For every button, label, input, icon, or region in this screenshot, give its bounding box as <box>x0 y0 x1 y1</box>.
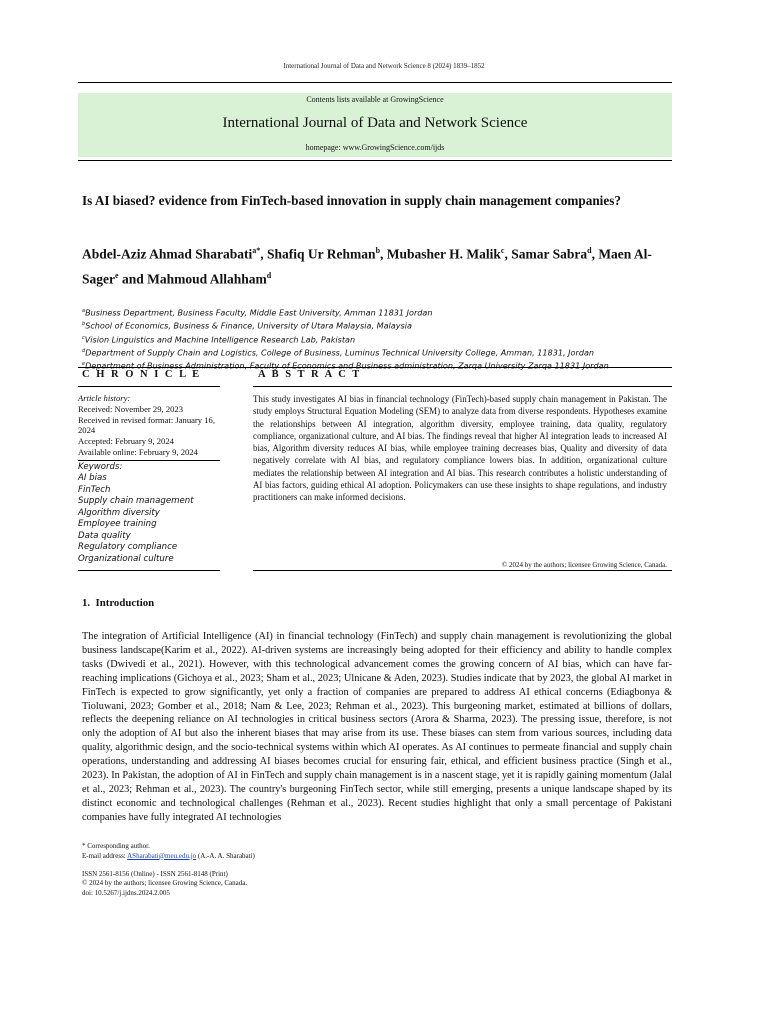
abstract-copyright: © 2024 by the authors; licensee Growing Science, Canada. <box>501 561 667 569</box>
keywords-label: Keywords: <box>78 461 123 472</box>
issn: ISSN 2561-8156 (Online) - ISSN 2561-8148 (Print) <box>82 870 228 878</box>
publication-info <box>82 870 247 898</box>
email-link[interactable]: ASharabati@meu.edu.jo <box>127 851 197 860</box>
corresponding-author-note: * Corresponding author. <box>82 842 150 850</box>
top-rule <box>78 82 672 83</box>
journal-banner <box>78 93 672 157</box>
abstract-rule <box>253 386 672 387</box>
journal-name: International Journal of Data and Network Science <box>222 115 528 131</box>
section-number: 1. <box>82 597 91 609</box>
abstract-text: This study investigates AI bias in financial technology (FinTech)-based supply chain management in Pakistan. The study employs Structural Equation Modeling (SEM) to analyze data from diverse respondents. Hypotheses examine the relationships between AI integration, algorithm diversity, employee training, data quality, regulatory compliance, organizational culture, and AI bias. The findings reveal that higher AI integration leads to increased AI bias, Algorithm diversity reduces AI bias, while employee training decreases bias, Quality and diversity of data negatively correlate with AI bias, and regulatory compliance lowers bias. In addition, organizational culture mediates the relationship between AI integration and AI bias. This research contributes a holistic understanding of AI bias factors, guiding ethical AI adoption. Policymakers can use these insights to shape regulations, and industry practitioners can make informed decisions. <box>253 394 667 503</box>
chronicle-heading: C H R O N I C L E <box>82 369 202 380</box>
author: Mahmoud Allahham <box>147 271 267 286</box>
keyword: Organizational culture <box>78 553 174 564</box>
keyword: AI bias <box>78 473 107 484</box>
article-history-label: Article history: <box>78 393 131 403</box>
author-list: Abdel-Aziz Ahmad Sharabati$^{a*}$, Shafiq Ur Rehman$^b$, Mubasher H. Malik$^c$, Samar Sabra$^d$, Maen Al-Sager$^e$ and Mahmoud Allahham$^d$ <box>82 246 652 286</box>
running-head: International Journal of Data and Network Science 8 (2024) 1839–1852 <box>283 62 485 70</box>
introduction-text: The integration of Artificial Intelligence (AI) in financial technology (FinTech) and supply chain management is revolutionizing the global business landscape(Karim et al., 2022). AI-driven systems are increasingly being adopted for their efficiency and ability to handle complex tasks (Dwivedi et al., 2021). However, with this technological advancement comes the growing concern of AI bias, which can have far-reaching implications (Gichoya et al., 2023; Sham et al., 2023; Ulnicane & Aden, 2023). Studies indicate that by 2023, the global AI market in FinTech is expected to grow significantly, yet only a fraction of companies are prepared to address AI ethical concerns (Ediagbonya & Tioluwani, 2023; Gomber et al., 2018; Nam & Lee, 2023; Rehman et al., 2023). This burgeoning market, estimated at billions of dollars, reflects the deepening reliance on AI technologies in critical business sectors (Arora & Sharma, 2023). The pressing issue, therefore, is not only the adoption of AI but also the inherent biases that may arise from its use. These biases can stem from various sources, including data quality, algorithmic design, and the socio-technical systems within which AI operates. As AI continues to permeate financial and supply chain operations, understanding and addressing AI biases becomes crucial for ensuring fair, ethical, and efficient business practice (Singh et al., 2023). In Pakistan, the adoption of AI in FinTech and supply chain management is in a nascent stage, yet it is rapidly gaining momentum (Jalal et al., 2023; Rehman et al., 2023). The country's burgeoning FinTech sector, while still emerging, presents a unique landscape shaped by its distinct economic and technological challenges (Rehman et al., 2023). Recent studies highlight that only a small percentage of Pakistani companies have fully integrated AI technologies <box>82 631 672 823</box>
author: Mubasher H. Malik <box>386 246 501 262</box>
chronicle-rule <box>78 386 220 387</box>
affiliation: $^a$Business Department, Business Faculty, Middle East University, Amman 11831 Jordan <box>82 307 433 318</box>
abstract-bottom-rule <box>253 570 672 571</box>
keywords-rule <box>78 460 220 461</box>
affiliation: $^e$Department of Business Administration, Faculty of Economics and Business administration, Zarqa University Zarqa 11831 Jordan <box>82 360 609 371</box>
keyword: Regulatory compliance <box>78 542 178 553</box>
article-history <box>78 393 220 565</box>
accepted-date: Accepted: February 9, 2024 <box>78 436 174 447</box>
author: Maen Al-Sager <box>82 246 652 286</box>
affiliation: $^d$Department of Supply Chain and Logistics, College of Business, Luminus Technical University College, Amman, 11831, Jordan <box>82 347 595 358</box>
affiliations <box>82 306 672 372</box>
doi[interactable]: doi: 10.5267/j.ijdns.2024.2.005 <box>82 888 170 897</box>
keyword: Supply chain management <box>78 496 194 507</box>
affiliation: $^b$School of Economics, Business & Finance, University of Utara Malaysia, Malaysia <box>82 320 412 331</box>
author: Abdel-Aziz Ahmad Sharabati <box>82 246 253 262</box>
online-date: Available online: February 9, 2024 <box>78 446 198 457</box>
journal-homepage-link[interactable]: homepage: www.GrowingScience.com/ijds <box>305 143 445 152</box>
paper-title: Is AI biased? evidence from FinTech-based innovation in supply chain management companies? <box>82 193 621 208</box>
contents-available: Contents lists available at GrowingScience <box>306 95 444 104</box>
banner-rule <box>78 160 672 161</box>
keyword: Data quality <box>78 530 131 541</box>
keyword: Employee training <box>78 519 157 530</box>
email-line: E-mail address: ASharabati@meu.edu.jo (A.-A. A. Sharabati) <box>82 851 255 860</box>
footnotes <box>82 842 255 861</box>
revised-date: Received in revised format: January 16, 2024 <box>78 414 215 436</box>
author: Shafiq Ur Rehman <box>267 246 376 262</box>
chronicle-top-rule <box>78 367 672 368</box>
keyword: FinTech <box>78 484 111 495</box>
section-heading <box>82 597 154 609</box>
author: Samar Sabra <box>511 246 588 262</box>
received-date: Received: November 29, 2023 <box>78 403 184 414</box>
chronicle-bottom-rule <box>78 570 220 571</box>
abstract-heading: A B S T R A C T <box>258 369 362 380</box>
keyword: Algorithm diversity <box>78 507 160 518</box>
copyright-line: © 2024 by the authors; licensee Growing Science, Canada. <box>82 879 248 888</box>
affiliation: $^c$Vision Linguistics and Machine Intelligence Research Lab, Pakistan <box>82 334 356 345</box>
section-title: Introduction <box>95 597 155 609</box>
